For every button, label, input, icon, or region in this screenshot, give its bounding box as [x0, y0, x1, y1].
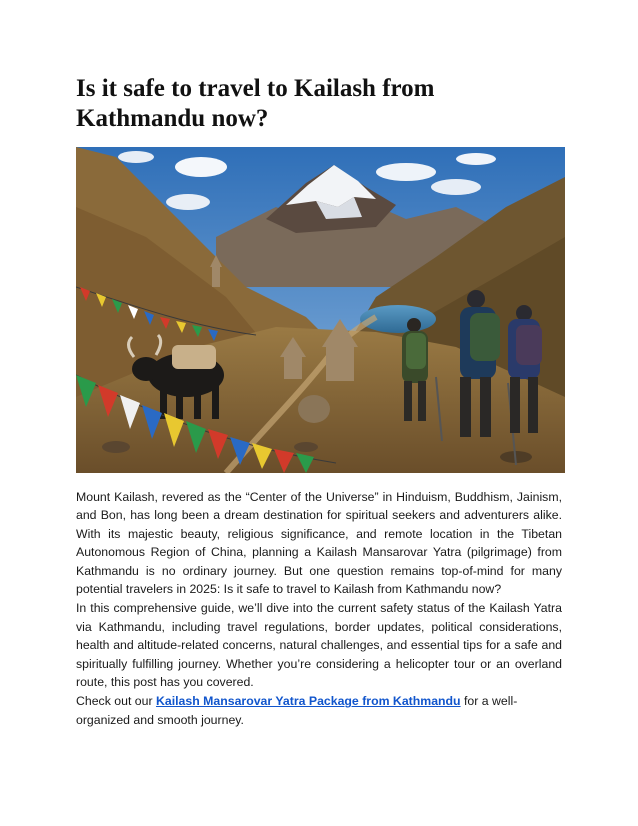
paragraph-intro: Mount Kailash, revered as the “Center of the Universe” in Hinduism, Buddhism, Jainism, and Bon, has long been a dream destination for spiritual seekers and adventurers alike. With its majestic beauty, religious significance, and remote location in the Tibetan Autonomous Region of China, planning a Kailash Mansarovar Yatra (pilgrimage) from Kathmandu is no ordinary journey. But one question remains top-of-mind for many potential travelers in 2025: Is it safe to travel to Kailash from Kathmandu now? [76, 490, 562, 597]
cta-prefix: Check out our [76, 694, 156, 709]
cta-suffix: for a well-organized and smooth journey. [76, 694, 518, 727]
article-body [76, 488, 562, 730]
paragraph-guide: In this comprehensive guide, we’ll dive into the current safety status of the Kailash Yatra via Kathmandu, including travel regulations, border updates, political considerations, health and altitude-related concerns, natural challenges, and essential tips for a safe and spiritually fulfilling journey. Whether you’re considering a helicopter tour or an overland route, this post has you covered. [76, 601, 562, 690]
package-link[interactable]: Kailash Mansarovar Yatra Package from Kathmandu [155, 694, 461, 709]
page-title: Is it safe to travel to Kailash from Kathmandu now? [76, 75, 435, 132]
mountain-trek-illustration-icon [76, 147, 565, 473]
paragraph-cta [76, 692, 562, 729]
hero-image [76, 147, 565, 473]
